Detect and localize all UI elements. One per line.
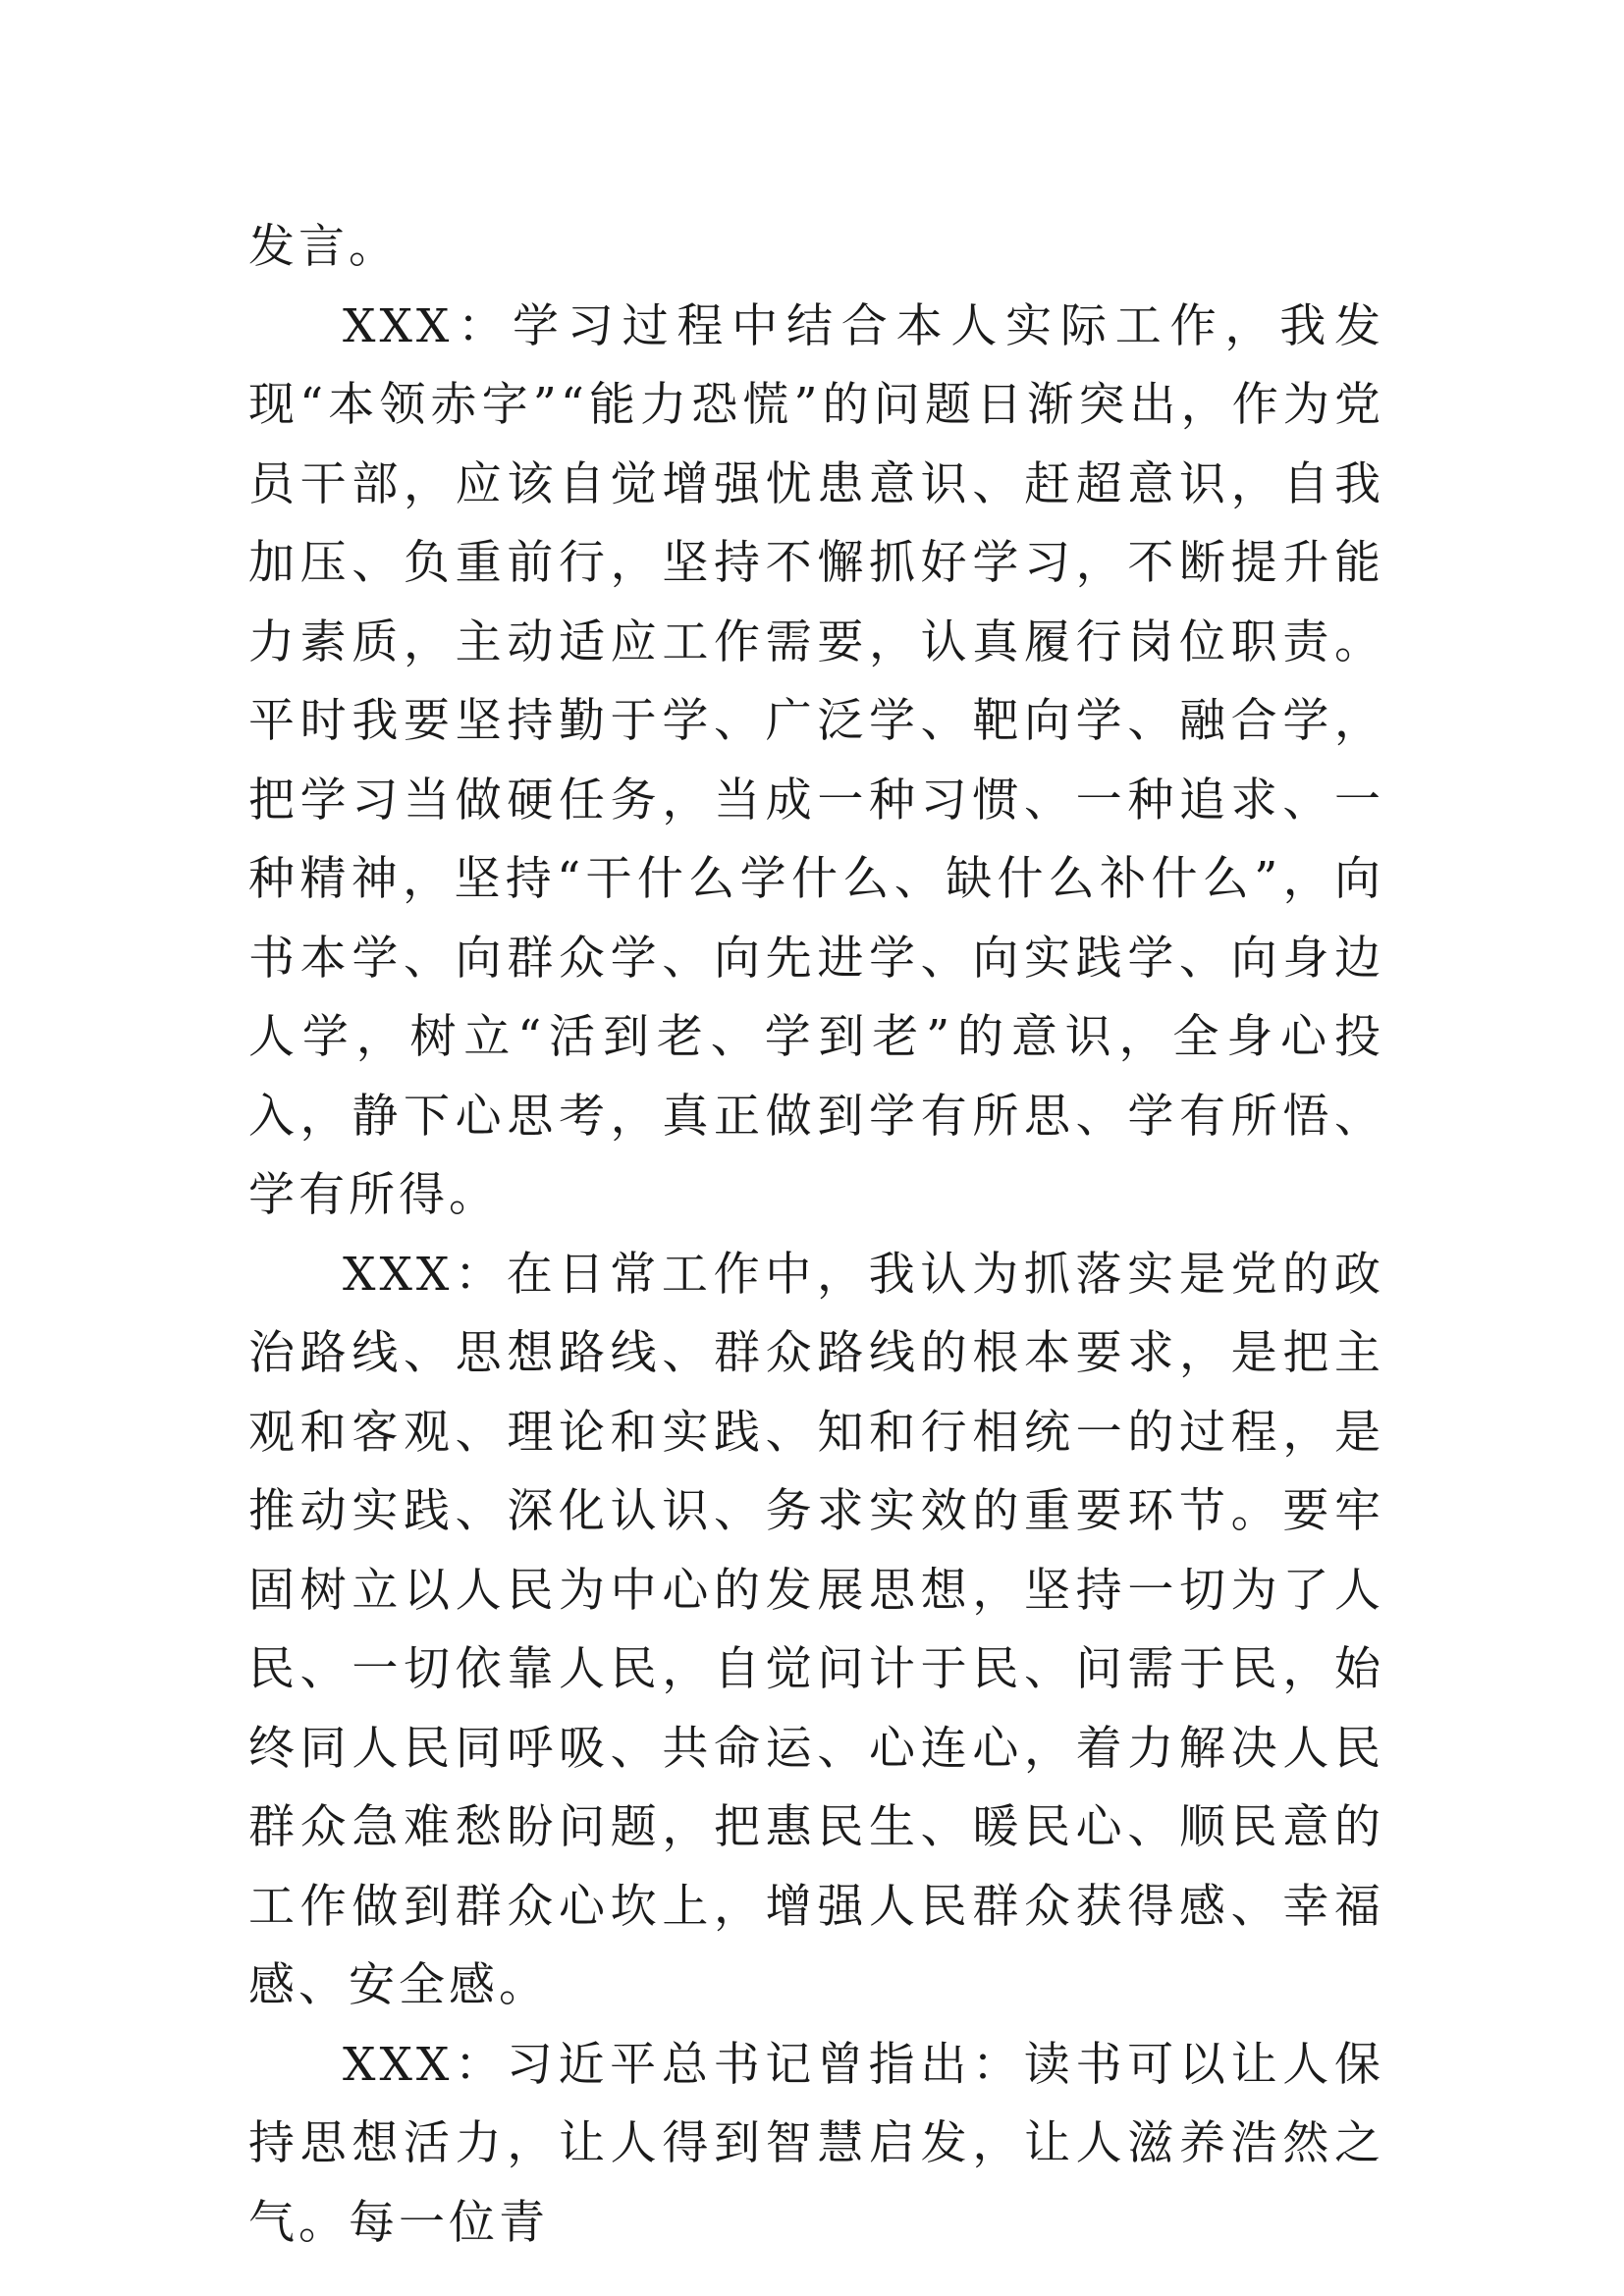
document-page: [248, 208, 1384, 2263]
paragraph-speaker-3: XXX：习近平总书记曾指出：读书可以让人保持思想活力，让人得到智慧启发，让人滋养浩然之气。每一位青: [248, 2037, 1384, 2250]
paragraph-continuation: 发言。: [248, 220, 399, 274]
paragraph-speaker-1: XXX：学习过程中结合本人实际工作，我发现“本领赤字”“能力恐慌”的问题日渐突出，作为党员干部，应该自觉增强忧患意识、赶超意识，自我加压、负重前行，坚持不懈抓好学习，不断提升能力素质，主动适应工作需要，认真履行岗位职责。平时我要坚持勤于学、广泛学、靶向学、融合学，把学习当做硬任务，当成一种习惯、一种追求、一种精神，坚持“干什么学什么、缺什么补什么”，向书本学、向群众学、向先进学、向实践学、向身边人学，树立“活到老、学到老”的意识，全身心投入，静下心思考，真正做到学有所思、学有所悟、学有所得。: [248, 298, 1384, 1222]
paragraph-speaker-2: XXX：在日常工作中，我认为抓落实是党的政治路线、思想路线、群众路线的根本要求，是把主观和客观、理论和实践、知和行相统一的过程，是推动实践、深化认识、务求实效的重要环节。要牢固树立以人民为中心的发展思想，坚持一切为了人民、一切依靠人民，自觉问计于民、问需于民，始终同人民同呼吸、共命运、心连心，着力解决人民群众急难愁盼问题，把惠民生、暖民心、顺民意的工作做到群众心坎上，增强人民群众获得感、幸福感、安全感。: [248, 1247, 1384, 2012]
